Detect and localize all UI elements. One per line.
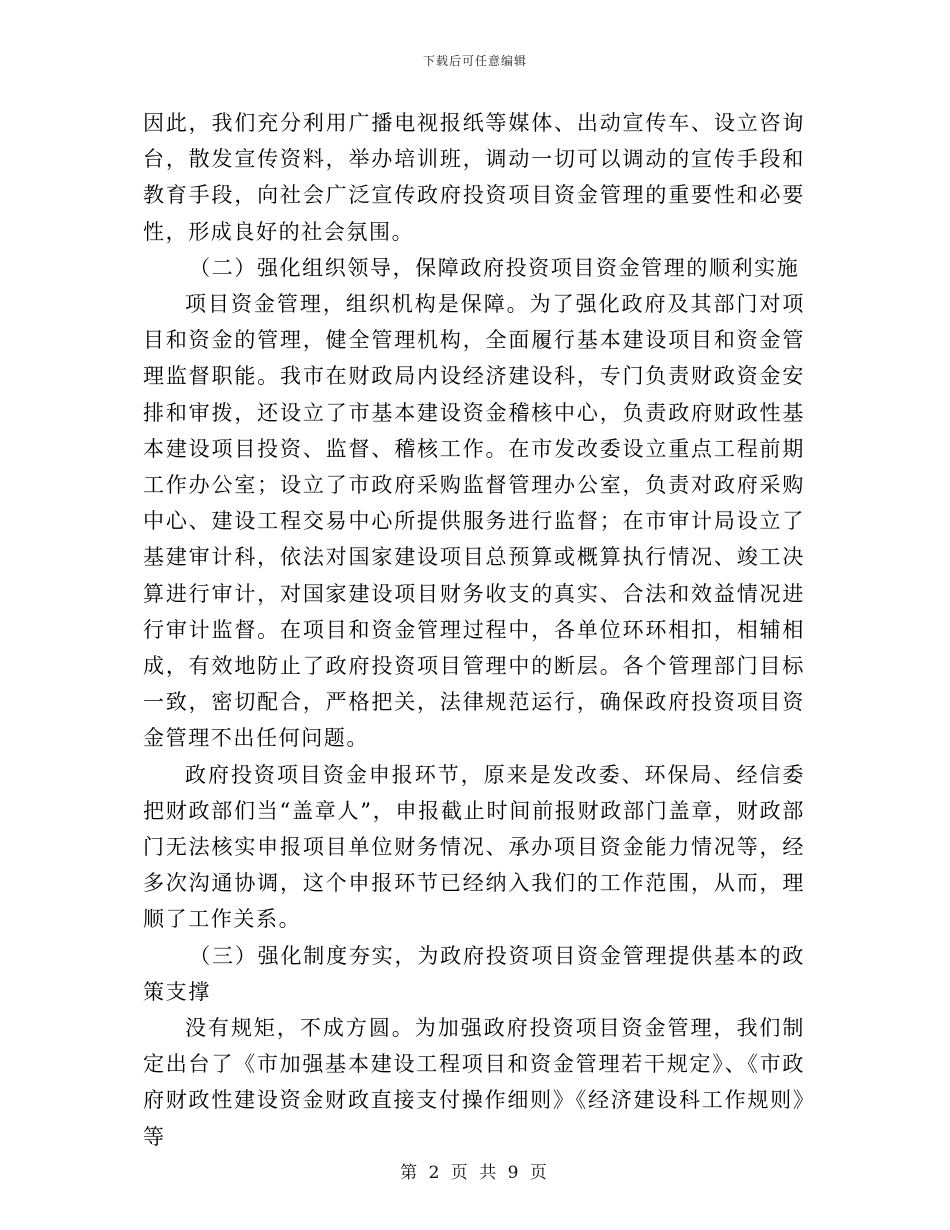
paragraph-organization: 项目资金管理，组织机构是保障。为了强化政府及其部门对项目和资金的管理，健全管理机构，全面履行基本建设项目和资金管理监督职能。我市在财政局内设经济建设科，专门负责财政资金安排和审拨，还设立了市基本建设资金稽核中心，负责政府财政性基本建设项目投资、监督、稽核工作。在市发改委设立重点工程前期工作办公室；设立了市政府采购监督管理办公室，负责对政府采购中心、建设工程交易中心所提供服务进行监督；在市审计局设立了基建审计科，依法对国家建设项目总预算或概算执行情况、竣工决算进行审计，对国家建设项目财务收支的真实、合法和效益情况进行审计监督。在项目和资金管理过程中，各单位环环相扣，相辅相成，有效地防止了政府投资项目管理中的断层。各个管理部门目标一致，密切配合，严格把关，法律规范运行，确保政府投资项目资金管理不出任何问题。 [143, 292, 805, 751]
paragraph-publicity: 因此，我们充分利用广播电视报纸等媒体、出动宣传车、设立咨询台，散发宣传资料，举办培训班，调动一切可以调动的宣传手段和教育手段，向社会广泛宣传政府投资项目资金管理的重要性和必要性，形成良好的社会氛围。 [143, 111, 805, 244]
paragraph-application: 政府投资项目资金申报环节，原来是发改委、环保局、经信委把财政部们当“盖章人”，申报截止时间前报财政部门盖章，财政部门无法核实申报项目单位财务情况、承办项目资金能力情况等，经多次沟通协调，这个申报环节已经纳入我们的工作范围，从而，理顺了工作关系。 [143, 762, 805, 932]
document-body [143, 105, 805, 1155]
paragraph-regulations: 没有规矩，不成方圆。为加强政府投资项目资金管理，我们制定出台了《市加强基本建设工程项目和资金管理若干规定》、《市政府财政性建设资金财政直接支付操作细则》《经济建设科工作规则》等 [143, 1016, 805, 1149]
page-number: 第 2 页 共 9 页 [400, 1163, 550, 1183]
page-header-note: 下载后可任意编辑 [422, 54, 527, 68]
section-heading-2: （二）强化组织领导，保障政府投资项目资金管理的顺利实施 [189, 255, 800, 280]
section-heading-3: （三）强化制度夯实，为政府投资项目资金管理提供基本的政策支撑 [143, 943, 805, 1004]
